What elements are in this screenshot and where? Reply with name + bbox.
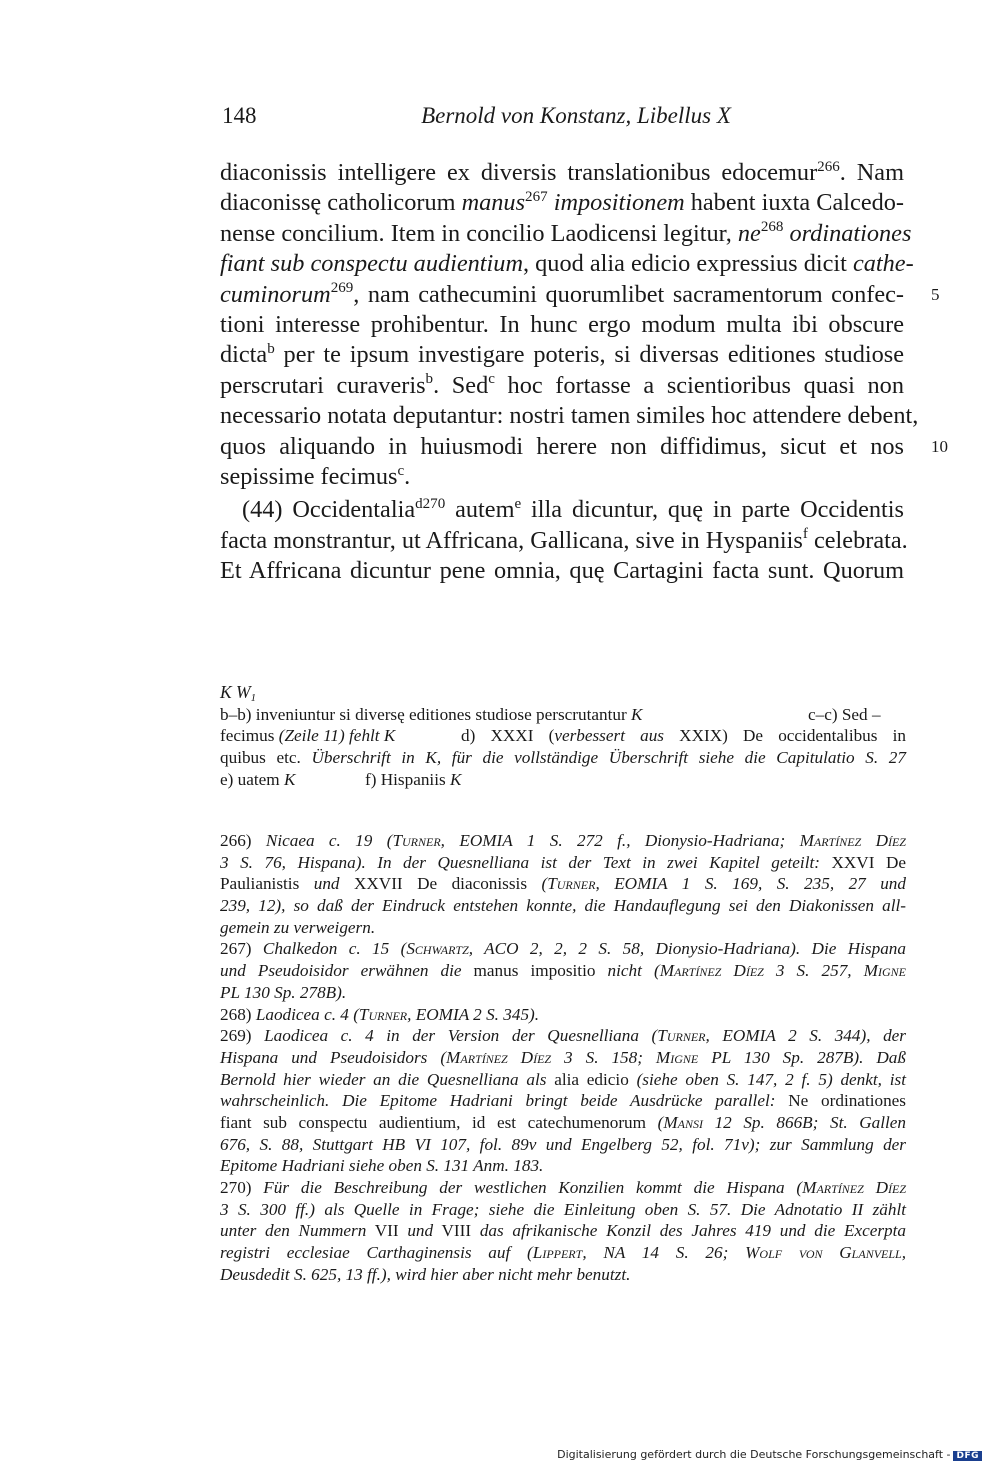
text-run: , quod alia edicio expressius dicit [523,250,853,278]
text-line [220,310,904,340]
footnote-line [220,1134,906,1156]
text-line [220,340,904,370]
footnote-line [220,1242,906,1264]
footnote-line [220,982,906,1004]
footnote-line [220,852,906,874]
text-run: . Sed [433,371,489,399]
italic-run: nicht ( [607,961,660,981]
footnote-line [220,1004,906,1026]
apparatus-line [220,769,906,791]
italic-run: K [630,704,643,724]
text-run: 268) [220,1004,256,1024]
italic-run: PL 130 Sp. 278B). [220,982,347,1002]
text-run: dicta [220,341,268,369]
margin-line-number: 10 [931,436,948,456]
smallcaps-run: Martínez Díez [446,1047,552,1067]
text-run: 270) [220,1178,264,1197]
text-run: e) uatem [220,769,284,789]
footnote-line [220,917,906,939]
smallcaps-run: Lippert [532,1243,583,1263]
dfg-logo: DFG [953,1451,982,1461]
footnote-270 [220,1177,906,1285]
apparatus-line [220,704,906,726]
text-run: necessario notata deputantur: nostri tamen similes hoc attendere debent, [220,402,919,430]
main-text [220,158,948,586]
text-run: Paulianistis [220,874,314,894]
text-run: b–b) inveniuntur si diversę editiones studiose perscrutantur [220,704,631,724]
apparatus-ref: e [514,495,522,512]
text-run: 267) [220,939,263,959]
text-line [220,219,912,249]
smallcaps-run: Turner [547,874,596,894]
credit-text: Digitalisierung gefördert durch die Deutsche Forschungsgemeinschaft - [557,1448,951,1461]
text-line [220,432,948,462]
italic-run: und Pseudoisidor erwähnen die [220,961,462,981]
text-run: VIII [433,1221,480,1241]
italic-run: , EOMIA 1 S. 169, S. 235, 27 und [595,874,906,894]
italic-run: Deusdedit S. 625, 13 ff.), wird hier aber nicht mehr benutzt. [220,1264,631,1284]
apparatus-ref: f [802,526,808,543]
italic-run: 3 S. 300 ff.) als Quelle in Frage; siehe die Einleitung oben S. 57. Die Adnotatio II zählt [220,1199,906,1219]
footnote-ref: 268 [760,219,784,236]
footnote-line [220,1155,906,1177]
text-run: diaconissis intelligere ex diversis translationibus edocemur [220,159,818,186]
italic-run: PL 130 Sp. 287B). Daß [698,1047,906,1067]
text-run: d) XXXI ( [461,726,555,746]
text-line [220,556,904,586]
text-run: c–c) Sed – [808,704,881,724]
text-run: quibus etc. [220,748,312,768]
text-run: . [404,462,411,490]
text-run: celebrata. [807,526,908,554]
text-run: VII [366,1221,408,1241]
italic-run: 239, 12), so daß der Eindruck entstehen konnte, die Handauflegung sei den Diakonissen all- [220,896,906,916]
margin-line-number: 5 [931,284,940,304]
text-line [220,495,904,525]
footnote-line [220,1220,906,1242]
smallcaps-run: Migne [655,1047,699,1067]
italic-run: Laodicea c. 4 ( [255,1004,359,1024]
apparatus-entry-f [365,769,461,791]
italic-run: , NA 14 S. 26; [582,1243,746,1263]
footnote-ref: 267 [525,189,548,206]
text-run: sepissime fecimus [220,462,398,490]
italic-run: , [901,1243,906,1263]
smallcaps-run: Wolf von Glanvell [745,1243,902,1263]
text-run: fecimus [220,726,279,746]
apparatus-entry-d [461,725,906,747]
text-line [220,249,914,279]
text-run: habent iuxta Calcedo- [684,189,904,217]
footnote-line [220,895,906,917]
footnote-267 [220,938,906,1003]
critical-apparatus [220,682,906,790]
text-run: facta monstrantur, ut Affricana, Gallicana, sive in Hyspaniis [220,526,803,554]
italic-run: Hispana und Pseudoisidors ( [220,1047,447,1067]
text-run: quos aliquando in huiusmodi herere non diffidimus, sicut et nos [220,432,904,460]
italic-run: fiant sub conspectu audientium [220,250,523,278]
italic-run: 3 S. 158; [551,1047,656,1067]
text-run: . Nam [839,159,904,186]
italic-run: 3 S. 257, [763,961,864,981]
italic-run: ( [541,874,548,894]
text-line [220,158,904,188]
text-run: Et Affricana dicuntur pene omnia, quę Cartagini facta sunt. Quorum [220,557,904,585]
footnote-line [220,1177,906,1199]
footnote-line [220,1047,906,1069]
sigla-subscript: 1 [250,692,257,705]
italic-run: , EOMIA 1 S. 272 f., Dionysio-Hadriana; [440,831,800,850]
text-line [220,526,908,556]
sigla-text: K W [220,682,251,702]
text-run: Ne ordinationes [775,1091,906,1111]
italic-run: K [283,769,296,789]
text-run: nense concilium. Item in concilio Laodicensi legitur, [220,219,738,247]
footnote-line [220,1090,906,1112]
italic-run: Laodicea c. 4 in der Version der Quesnelliana ( [264,1026,658,1046]
footnote-ref: d270 [415,495,446,512]
manuscript-sigla [220,682,906,704]
smallcaps-run: Turner [657,1026,706,1046]
text-run: alia edicio [546,1069,637,1089]
italic-run: das afrikanische Konzil des Jahres 419 und die Excerpta [479,1221,906,1241]
text-run: tioni interesse prohibentur. In hunc ergo modum multa ibi obscure [220,310,904,338]
footnote-line [220,1069,906,1091]
text-run: perscrutari curaveris [220,371,426,399]
italic-run: und [407,1221,434,1241]
italic-run: registri ecclesiae Carthaginensis auf ( [220,1243,533,1263]
footnotes [220,830,906,1285]
text-line [220,371,904,401]
text-line [220,401,919,431]
text-run: XXVI De [819,852,906,872]
smallcaps-run: Mansi [663,1112,703,1132]
footnote-ref: 266 [817,158,840,175]
text-run: manus impositio [461,961,608,981]
italic-run: , EOMIA 2 S. 345). [407,1004,540,1024]
footnote-266 [220,830,906,938]
smallcaps-run: Migne [863,961,906,981]
text-run: illa dicuntur, quę in parte Occidentis [521,496,904,524]
smallcaps-run: Martínez Díez [659,961,764,981]
italic-run: ordinationes [783,219,912,247]
running-title: Bernold von Konstanz, Libellus X [421,103,731,128]
footnote-line [220,938,906,960]
page-number: 148 [222,103,257,128]
text-run: 269) [220,1026,265,1046]
text-run: diaconissę catholicorum [220,189,462,217]
apparatus-line [220,747,906,769]
italic-run: , ACO 2, 2, 2 S. 58, Dionysio-Hadriana). Die Hispana [468,939,906,959]
text-run: XXVII De diaconissis [339,874,542,894]
italic-run: cathe- [852,250,914,278]
apparatus-ref: c [488,371,495,388]
smallcaps-run: Martínez Díez [799,831,906,850]
footnote-268 [220,1004,906,1026]
text-run: per te ipsum investigare poteris, si diversas editiones studiose [274,341,904,369]
italic-run: 676, S. 88, Stuttgart HB VI 107, fol. 89v und Engelberg 52, fol. 71v); zur Sammlung der [220,1134,906,1154]
italic-run: verbessert aus [554,726,664,746]
smallcaps-run: Martínez Díez [802,1178,906,1197]
italic-run: cuminorum [220,280,331,308]
italic-run: Bernold hier wieder an die Quesnelliana als [220,1069,547,1089]
text-line [220,462,904,492]
italic-run: , EOMIA 2 S. 344), der [705,1026,906,1046]
apparatus-ref: b [267,341,275,358]
italic-run: ( [657,1112,664,1132]
italic-run: ne [737,219,761,247]
text-run: f) Hispaniis [365,769,450,789]
footnote-line [220,960,906,982]
italic-run: K [449,769,462,789]
italic-run: Für die Beschreibung der westlichen Konzilien kommt die Hispana ( [263,1178,803,1197]
smallcaps-run: Turner [358,1004,408,1024]
page-header [220,103,892,133]
footnote-ref: 269 [330,280,354,297]
text-run: , nam cathecumini quorumlibet sacramentorum confec- [353,280,904,308]
italic-run: unter den Nummern [220,1221,367,1241]
text-run: autem [445,496,515,524]
apparatus-line [220,725,906,747]
footnote-line [220,1112,906,1134]
footnote-line [220,1199,906,1221]
italic-run: wahrscheinlich. Die Epitome Hadriani bringt beide Ausdrücke parallel: [220,1091,776,1111]
italic-run: 3 S. 76, Hispana). In der Quesnelliana ist der Text in zwei Kapitel geteilt: [220,852,820,872]
smallcaps-run: Schwartz [406,939,469,959]
text-run: XXIX) De occidentalibus in [664,726,906,746]
footnote-line [220,1264,906,1286]
italic-run: (Zeile 11) fehlt K [278,726,396,746]
italic-run: (siehe oben S. 147, 2 f. 5) denkt, ist [636,1069,906,1089]
footnote-line [220,1025,906,1047]
text-run: 266) [220,831,266,850]
apparatus-ref: c [397,462,405,479]
text-run: fiant sub conspectu audientium, id est catechumenorum [220,1112,658,1132]
footnote-269 [220,1025,906,1177]
italic-run: gemein zu verweigern. [220,917,376,937]
footnote-line [220,830,906,852]
digitization-credit [557,1448,982,1461]
italic-run: manus [461,189,526,217]
italic-run: Nicaea c. 19 ( [265,831,393,850]
italic-run: Epitome Hadriani siehe oben S. 131 Anm. 183. [220,1156,544,1176]
italic-run: Überschrift in K, für die vollständige Überschrift siehe die Capitulatio S. 27 [311,748,906,768]
footnote-line [220,873,906,895]
text-line [220,188,904,218]
apparatus-ref: b [425,371,434,388]
text-run: hoc fortasse a scientioribus quasi non [494,371,904,399]
italic-run: Chalkedon c. 15 ( [262,939,407,959]
italic-run: 12 Sp. 866B; St. Gallen [702,1112,906,1132]
text-line [220,280,940,310]
italic-run: impositionem [547,189,685,217]
text-run: (44) Occidentalia [242,496,416,524]
smallcaps-run: Turner [392,831,441,850]
italic-run: und [313,874,340,894]
